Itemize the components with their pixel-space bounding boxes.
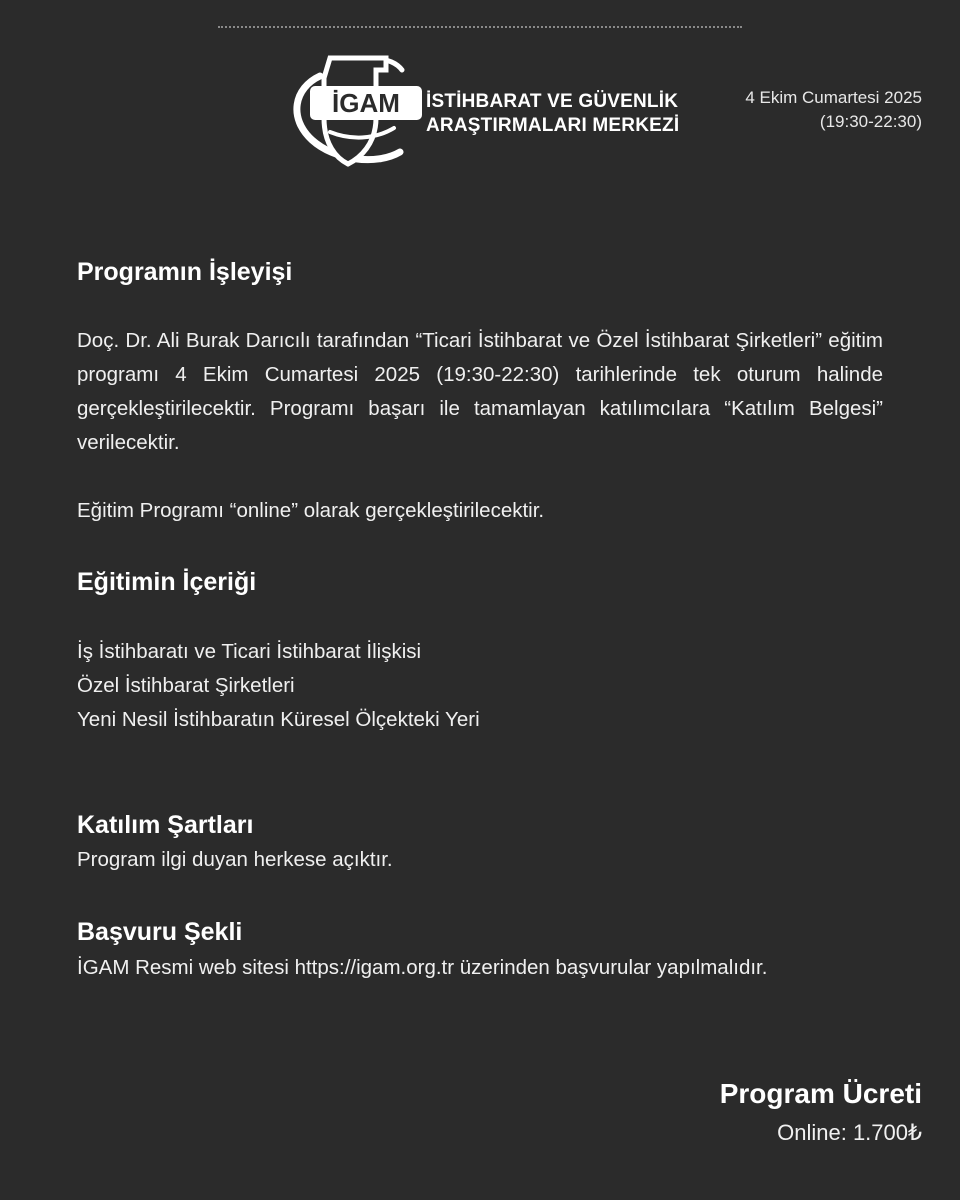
content-heading: Eğitimin İçeriği	[77, 568, 257, 596]
content-list-item: Özel İstihbarat Şirketleri	[77, 674, 295, 697]
igam-emblem-icon	[290, 48, 426, 172]
online-note: Eğitim Programı “online” olarak gerçekleştirilecektir.	[77, 499, 545, 522]
application-text: İGAM Resmi web sitesi https://igam.org.tr üzerinden başvurular yapılmalıdır.	[77, 956, 768, 979]
event-date	[745, 86, 922, 134]
content-list-item: İş İstihbaratı ve Ticari İstihbarat İlişkisi	[77, 640, 422, 663]
logo-org-name	[426, 90, 679, 138]
program-heading: Programın İşleyişi	[77, 258, 293, 286]
content-list	[77, 635, 480, 737]
program-paragraph: Doç. Dr. Ali Burak Darıcılı tarafından “Ticari İstihbarat ve Özel İstihbarat Şirketleri” eğitim programı 4 Ekim Cumartesi 2025 (19:30-22:30) tarihlerinde tek oturum halinde gerçekleştirilecektir. Programı başarı ile tamamlayan katılımcılara “Katılım Belgesi” verilecektir.	[77, 329, 883, 454]
fee-value: Online: 1.700₺	[777, 1120, 922, 1145]
event-date-time: (19:30-22:30)	[819, 112, 922, 131]
event-date-day: 4 Ekim Cumartesi 2025	[745, 88, 922, 107]
content-list-item: Yeni Nesil İstihbaratın Küresel Ölçekteki Yeri	[77, 708, 480, 731]
top-dotted-divider	[218, 26, 742, 28]
fee-title: Program Ücreti	[719, 1078, 922, 1109]
requirements-heading: Katılım Şartları	[77, 811, 254, 839]
logo-org-line1: İSTİHBARAT VE GÜVENLİK	[426, 91, 679, 112]
requirements-text: Program ilgi duyan herkese açıktır.	[77, 848, 393, 871]
logo-org-line2: ARAŞTIRMALARI MERKEZİ	[426, 115, 680, 136]
application-heading: Başvuru Şekli	[77, 918, 243, 946]
igam-logo	[290, 48, 680, 172]
logo-mark-text: İGAM	[332, 88, 400, 118]
